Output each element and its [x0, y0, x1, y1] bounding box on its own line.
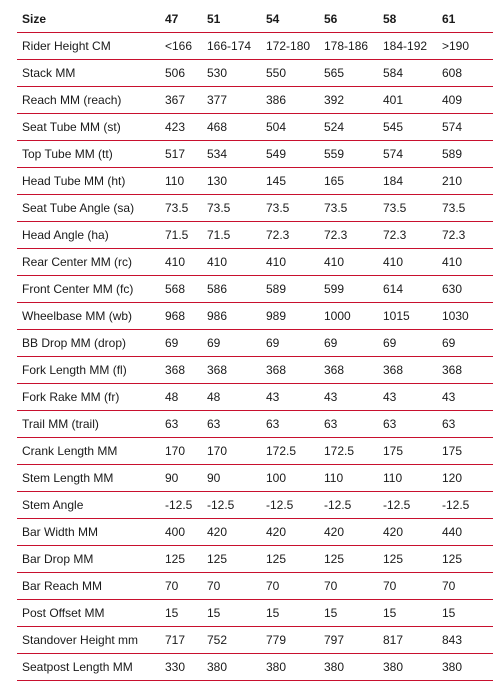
table-cell: 608: [437, 60, 493, 87]
row-label: Stem Angle: [17, 492, 160, 519]
table-cell: 586: [202, 276, 261, 303]
table-row: [17, 87, 493, 114]
table-cell: 63: [261, 411, 319, 438]
table-cell: <166: [160, 33, 202, 60]
table-row: [17, 519, 493, 546]
table-cell: 172-180: [261, 33, 319, 60]
table-row: [17, 33, 493, 60]
table-cell: 125: [319, 546, 378, 573]
table-cell: 125: [202, 546, 261, 573]
table-cell: 779: [261, 627, 319, 654]
table-cell: 410: [261, 249, 319, 276]
table-cell: 524: [319, 114, 378, 141]
table-cell: 172.5: [319, 438, 378, 465]
table-cell: 549: [261, 141, 319, 168]
table-cell: -12.5: [319, 492, 378, 519]
table-cell: 717: [160, 627, 202, 654]
table-cell: 589: [261, 276, 319, 303]
table-cell: 63: [378, 411, 437, 438]
table-cell: 380: [437, 654, 493, 681]
table-cell: -12.5: [378, 492, 437, 519]
table-cell: 380: [261, 654, 319, 681]
table-cell: 420: [261, 519, 319, 546]
table-cell: 15: [202, 600, 261, 627]
table-cell: 410: [160, 249, 202, 276]
table-cell: 506: [160, 60, 202, 87]
table-cell: 70: [319, 573, 378, 600]
row-label: Top Tube MM (tt): [17, 141, 160, 168]
table-cell: 100: [261, 465, 319, 492]
table-cell: 69: [378, 330, 437, 357]
table-cell: 72.3: [261, 222, 319, 249]
table-row: [17, 195, 493, 222]
table-cell: 534: [202, 141, 261, 168]
row-label: Seatpost Length MM: [17, 654, 160, 681]
row-label: Wheelbase MM (wb): [17, 303, 160, 330]
table-cell: 110: [319, 465, 378, 492]
table-cell: >190: [437, 33, 493, 60]
table-row: [17, 492, 493, 519]
table-cell: 63: [160, 411, 202, 438]
table-cell: -12.5: [202, 492, 261, 519]
size-header: Size: [17, 6, 160, 33]
table-cell: 210: [437, 168, 493, 195]
table-cell: 15: [160, 600, 202, 627]
row-label: Fork Rake MM (fr): [17, 384, 160, 411]
table-cell: 15: [437, 600, 493, 627]
row-label: Seat Tube Angle (sa): [17, 195, 160, 222]
header-row: [17, 6, 493, 33]
table-row: [17, 465, 493, 492]
row-label: Bar Drop MM: [17, 546, 160, 573]
table-cell: 517: [160, 141, 202, 168]
table-cell: 70: [160, 573, 202, 600]
table-cell: 43: [378, 384, 437, 411]
table-row: [17, 141, 493, 168]
table-cell: 630: [437, 276, 493, 303]
table-cell: 70: [202, 573, 261, 600]
table-cell: 420: [202, 519, 261, 546]
table-cell: 530: [202, 60, 261, 87]
table-row: [17, 114, 493, 141]
table-cell: 165: [319, 168, 378, 195]
table-cell: 504: [261, 114, 319, 141]
table-cell: 368: [261, 357, 319, 384]
table-cell: 989: [261, 303, 319, 330]
geometry-table-header: [17, 6, 493, 33]
table-cell: 73.5: [160, 195, 202, 222]
table-cell: 15: [378, 600, 437, 627]
size-column-header: 54: [261, 6, 319, 33]
table-cell: 367: [160, 87, 202, 114]
table-cell: 401: [378, 87, 437, 114]
row-label: Stem Length MM: [17, 465, 160, 492]
table-cell: 752: [202, 627, 261, 654]
table-cell: 73.5: [319, 195, 378, 222]
table-cell: 817: [378, 627, 437, 654]
table-cell: 110: [160, 168, 202, 195]
row-label: Front Center MM (fc): [17, 276, 160, 303]
table-cell: 69: [319, 330, 378, 357]
table-cell: 843: [437, 627, 493, 654]
row-label: BB Drop MM (drop): [17, 330, 160, 357]
table-cell: 125: [378, 546, 437, 573]
table-row: [17, 546, 493, 573]
table-cell: 43: [437, 384, 493, 411]
table-cell: 43: [261, 384, 319, 411]
row-label: Stack MM: [17, 60, 160, 87]
table-cell: 410: [378, 249, 437, 276]
table-cell: 73.5: [378, 195, 437, 222]
table-cell: 175: [437, 438, 493, 465]
table-cell: 70: [437, 573, 493, 600]
table-row: [17, 600, 493, 627]
table-cell: 43: [319, 384, 378, 411]
table-cell: 380: [319, 654, 378, 681]
table-cell: 170: [202, 438, 261, 465]
table-cell: 420: [319, 519, 378, 546]
table-cell: 568: [160, 276, 202, 303]
table-cell: 72.3: [378, 222, 437, 249]
size-column-header: 58: [378, 6, 437, 33]
table-cell: 72.3: [437, 222, 493, 249]
table-cell: 73.5: [202, 195, 261, 222]
row-label: Rider Height CM: [17, 33, 160, 60]
geometry-table: [17, 6, 493, 681]
geometry-table-body: [17, 33, 493, 681]
table-cell: 380: [202, 654, 261, 681]
table-row: [17, 573, 493, 600]
table-cell: 125: [437, 546, 493, 573]
size-column-header: 61: [437, 6, 493, 33]
table-cell: 69: [437, 330, 493, 357]
table-cell: 368: [437, 357, 493, 384]
row-label: Standover Height mm: [17, 627, 160, 654]
table-cell: 170: [160, 438, 202, 465]
table-row: [17, 249, 493, 276]
table-cell: 599: [319, 276, 378, 303]
row-label: Crank Length MM: [17, 438, 160, 465]
table-cell: 386: [261, 87, 319, 114]
table-cell: -12.5: [437, 492, 493, 519]
table-cell: 15: [261, 600, 319, 627]
table-cell: 48: [160, 384, 202, 411]
table-cell: 559: [319, 141, 378, 168]
table-cell: 172.5: [261, 438, 319, 465]
table-cell: 550: [261, 60, 319, 87]
table-cell: 73.5: [261, 195, 319, 222]
table-cell: 1030: [437, 303, 493, 330]
table-cell: 69: [202, 330, 261, 357]
table-row: [17, 330, 493, 357]
table-cell: 71.5: [202, 222, 261, 249]
table-cell: 184: [378, 168, 437, 195]
table-cell: 145: [261, 168, 319, 195]
row-label: Trail MM (trail): [17, 411, 160, 438]
table-cell: 400: [160, 519, 202, 546]
table-row: [17, 438, 493, 465]
table-cell: 986: [202, 303, 261, 330]
row-label: Rear Center MM (rc): [17, 249, 160, 276]
table-cell: 440: [437, 519, 493, 546]
table-cell: 330: [160, 654, 202, 681]
size-column-header: 51: [202, 6, 261, 33]
table-row: [17, 168, 493, 195]
table-cell: 545: [378, 114, 437, 141]
table-cell: 63: [202, 411, 261, 438]
table-row: [17, 303, 493, 330]
table-cell: 166-174: [202, 33, 261, 60]
table-cell: 125: [261, 546, 319, 573]
row-label: Head Angle (ha): [17, 222, 160, 249]
table-cell: 797: [319, 627, 378, 654]
table-cell: 410: [202, 249, 261, 276]
table-cell: 120: [437, 465, 493, 492]
table-cell: 468: [202, 114, 261, 141]
table-cell: 69: [261, 330, 319, 357]
table-cell: 565: [319, 60, 378, 87]
table-cell: 377: [202, 87, 261, 114]
size-column-header: 47: [160, 6, 202, 33]
table-cell: 423: [160, 114, 202, 141]
table-row: [17, 654, 493, 681]
table-cell: 71.5: [160, 222, 202, 249]
table-row: [17, 276, 493, 303]
table-cell: 184-192: [378, 33, 437, 60]
table-cell: 420: [378, 519, 437, 546]
table-cell: 409: [437, 87, 493, 114]
table-cell: 175: [378, 438, 437, 465]
table-cell: 968: [160, 303, 202, 330]
table-cell: 72.3: [319, 222, 378, 249]
table-cell: 63: [437, 411, 493, 438]
table-row: [17, 222, 493, 249]
table-row: [17, 384, 493, 411]
table-row: [17, 60, 493, 87]
table-cell: 410: [319, 249, 378, 276]
table-row: [17, 411, 493, 438]
table-cell: 125: [160, 546, 202, 573]
table-cell: 368: [378, 357, 437, 384]
table-cell: 589: [437, 141, 493, 168]
table-cell: 368: [160, 357, 202, 384]
table-cell: 614: [378, 276, 437, 303]
row-label: Post Offset MM: [17, 600, 160, 627]
table-cell: 368: [319, 357, 378, 384]
table-cell: 48: [202, 384, 261, 411]
table-cell: 1000: [319, 303, 378, 330]
table-cell: 63: [319, 411, 378, 438]
table-cell: 584: [378, 60, 437, 87]
table-cell: 130: [202, 168, 261, 195]
table-row: [17, 627, 493, 654]
table-cell: 15: [319, 600, 378, 627]
table-cell: 392: [319, 87, 378, 114]
row-label: Seat Tube MM (st): [17, 114, 160, 141]
table-cell: 574: [437, 114, 493, 141]
table-cell: 1015: [378, 303, 437, 330]
table-cell: 380: [378, 654, 437, 681]
table-cell: 73.5: [437, 195, 493, 222]
row-label: Reach MM (reach): [17, 87, 160, 114]
size-column-header: 56: [319, 6, 378, 33]
table-cell: 110: [378, 465, 437, 492]
row-label: Fork Length MM (fl): [17, 357, 160, 384]
table-cell: 90: [202, 465, 261, 492]
table-cell: 574: [378, 141, 437, 168]
row-label: Head Tube MM (ht): [17, 168, 160, 195]
table-cell: -12.5: [160, 492, 202, 519]
table-cell: 70: [261, 573, 319, 600]
table-cell: 70: [378, 573, 437, 600]
table-cell: 410: [437, 249, 493, 276]
row-label: Bar Reach MM: [17, 573, 160, 600]
table-cell: 368: [202, 357, 261, 384]
row-label: Bar Width MM: [17, 519, 160, 546]
table-cell: 90: [160, 465, 202, 492]
table-cell: 178-186: [319, 33, 378, 60]
table-cell: 69: [160, 330, 202, 357]
table-cell: -12.5: [261, 492, 319, 519]
table-row: [17, 357, 493, 384]
